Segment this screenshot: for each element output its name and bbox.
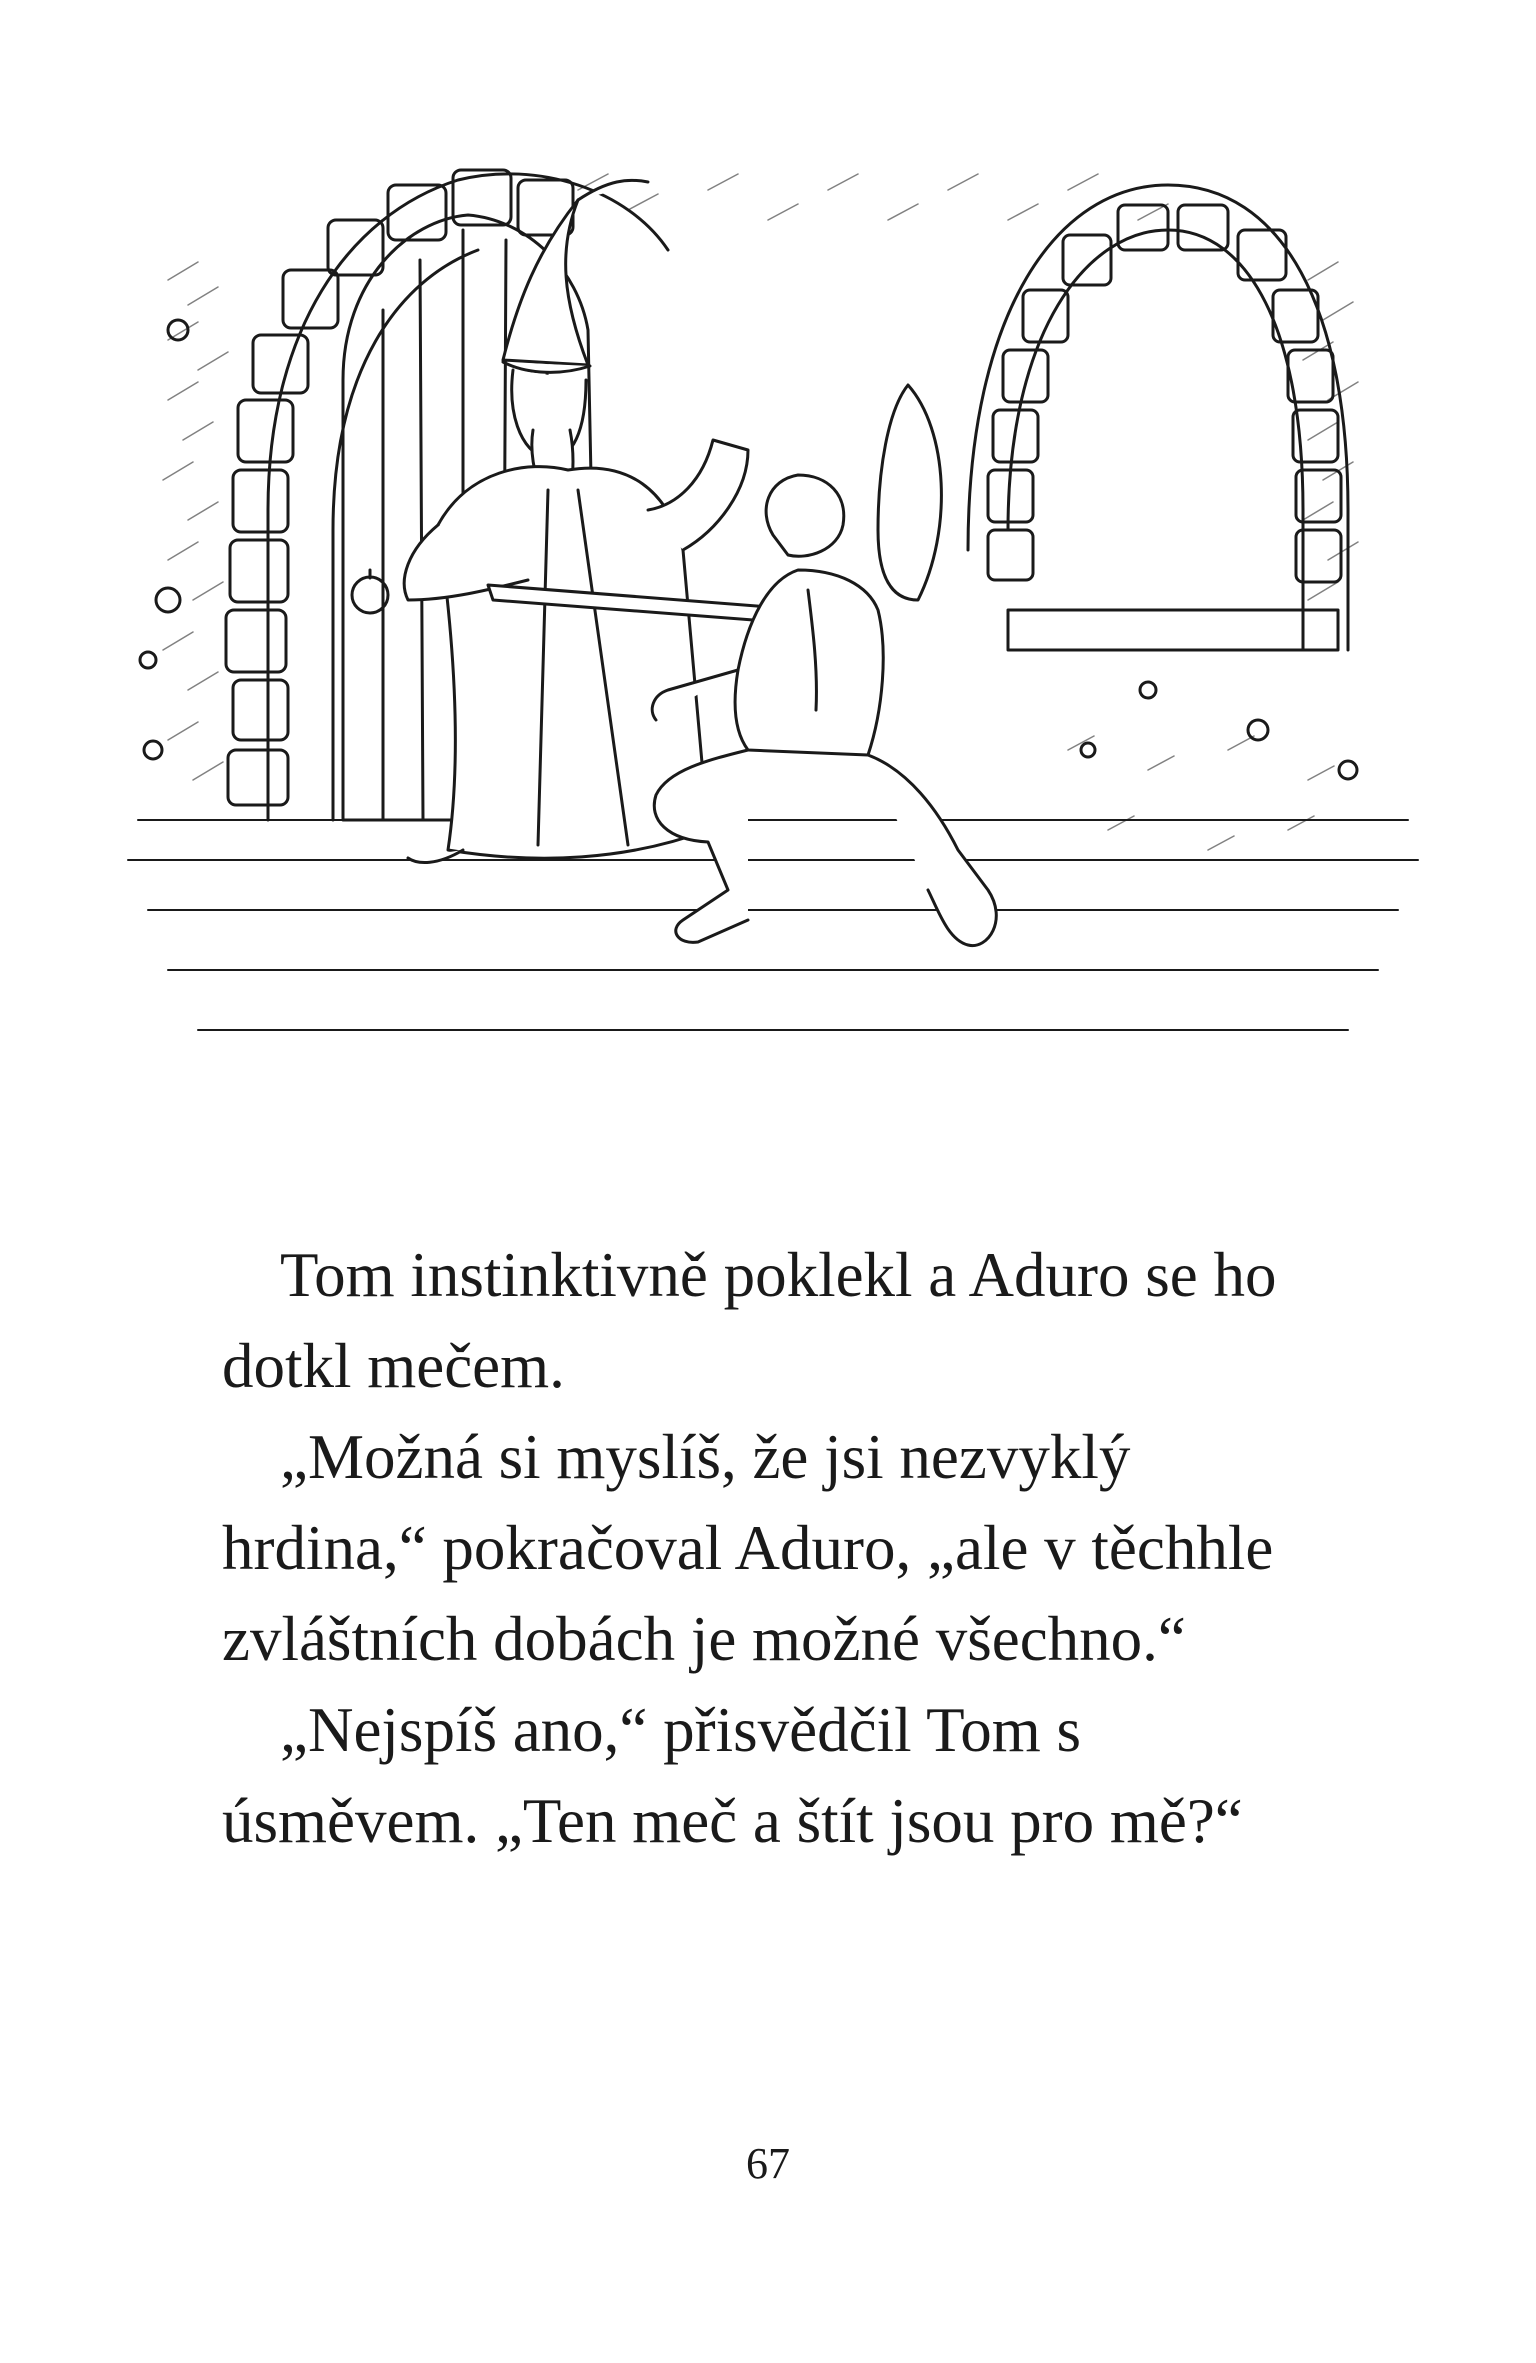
wizard-figure bbox=[404, 180, 941, 862]
right-stone-arch bbox=[968, 185, 1357, 779]
body-text bbox=[222, 1230, 1322, 1867]
boy-figure bbox=[652, 475, 996, 946]
floor-boards bbox=[128, 820, 1418, 1030]
paragraph: Tom instinktivně poklekl a Aduro se ho dotkl mečem. bbox=[222, 1240, 1277, 1401]
paragraph: „Možná si myslíš, že jsi nezvyklý hrdina,“ pokračoval Aduro, „ale v těchhle zvláštních dobách je možné všechno.“ bbox=[222, 1422, 1274, 1674]
paragraph: „Nejspíš ano,“ přisvědčil Tom s úsměvem. „Ten meč a štít jsou pro mě?“ bbox=[222, 1695, 1243, 1856]
page-number: 67 bbox=[746, 2139, 790, 2188]
illustration bbox=[108, 130, 1428, 1200]
